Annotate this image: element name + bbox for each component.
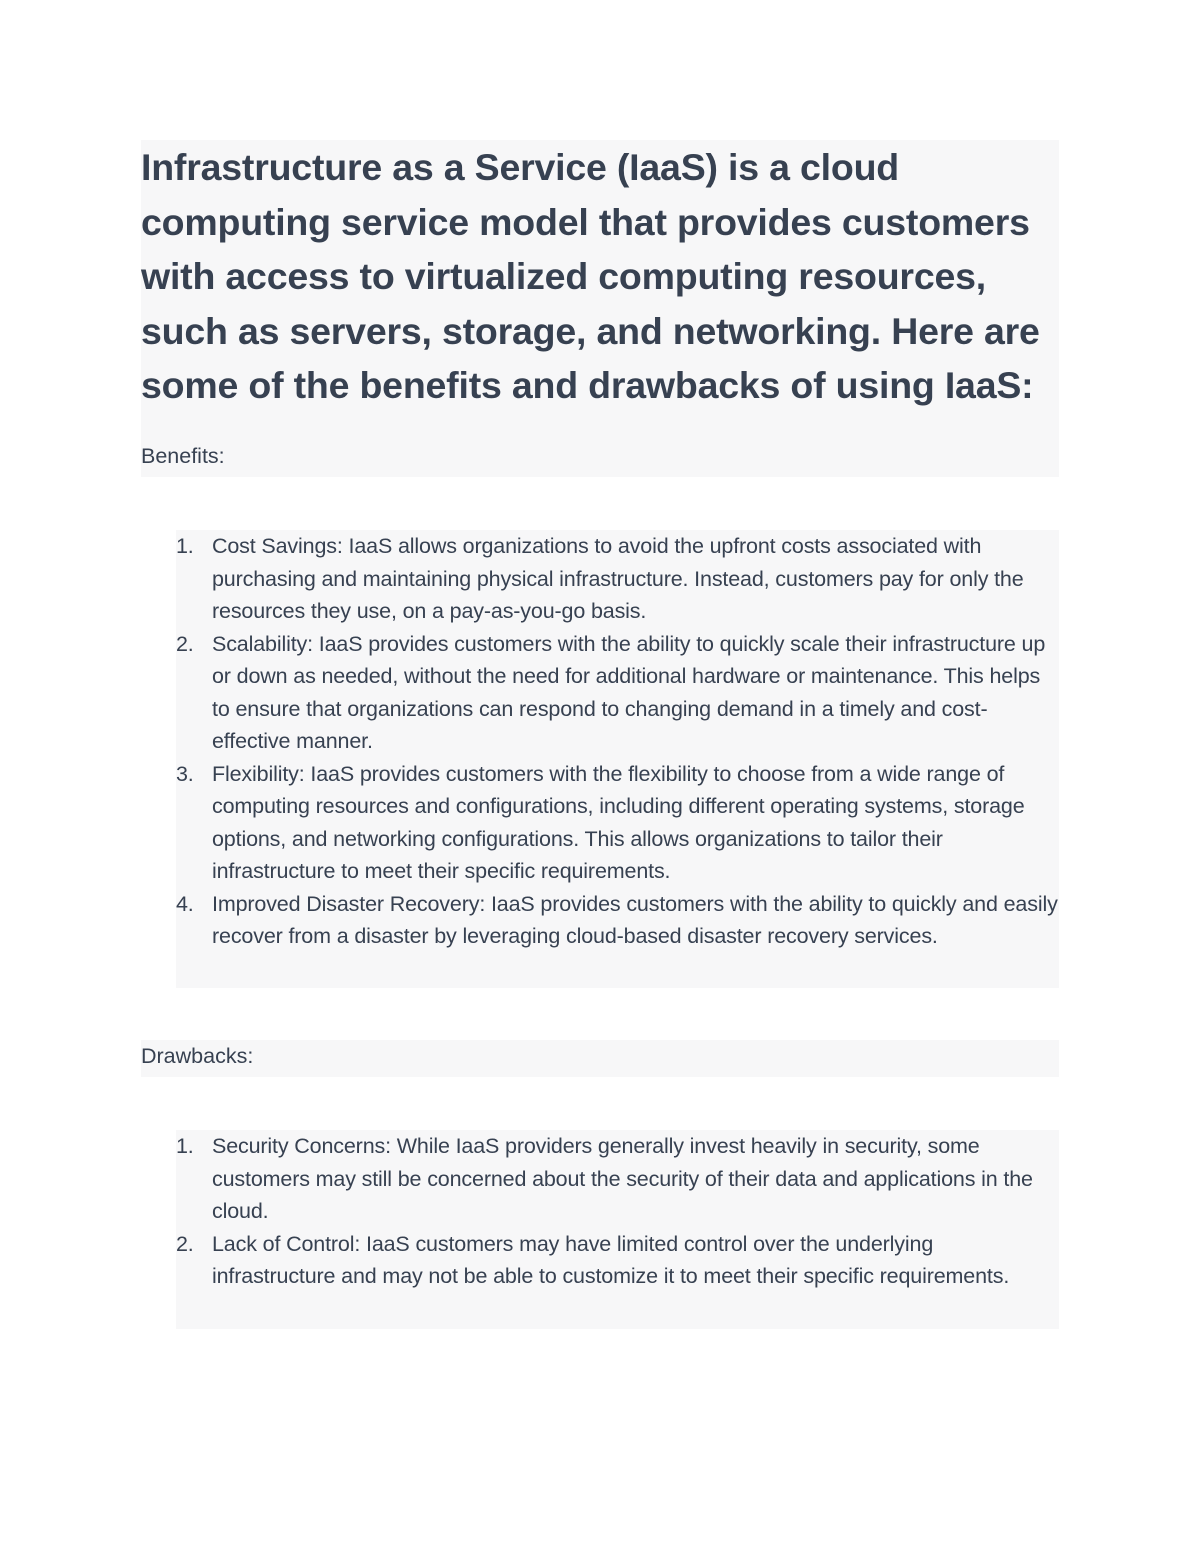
- list-item-text: Lack of Control: IaaS customers may have limited control over the underlying infrastructure and may not be able to customize it to meet their specific requirements.: [212, 1231, 1010, 1288]
- list-item: [141, 888, 1061, 953]
- benefits-label: Benefits:: [141, 444, 225, 468]
- list-item-text: Cost Savings: IaaS allows organizations to avoid the upfront costs associated with purchasing and maintaining physical infrastructure. Instead, customers pay for only the resources they use, on a pay-as-you-go basis.: [212, 534, 1024, 623]
- list-item-text: Security Concerns: While IaaS providers generally invest heavily in security, some customers may still be concerned about the security of their data and applications in the cloud.: [212, 1134, 1033, 1223]
- intro-section: [141, 140, 1059, 477]
- list-item: [141, 1228, 1061, 1293]
- list-item: [141, 758, 1061, 888]
- list-item-number: 2.: [176, 631, 194, 656]
- list-item-text: Flexibility: IaaS provides customers with the flexibility to choose from a wide range of computing resources and configurations, including different operating systems, storage options, and networking configurations. This allows organizations to tailor their infrastructure to meet their specific requirements.: [212, 761, 1025, 883]
- list-item-number: 1.: [176, 1134, 194, 1158]
- drawbacks-label-background: [141, 1040, 1059, 1077]
- list-item: [141, 530, 1061, 628]
- list-item: [141, 628, 1061, 758]
- list-item-number: 1.: [176, 534, 194, 558]
- list-item: [141, 1130, 1061, 1228]
- benefits-list: [141, 530, 1061, 953]
- list-item-number: 3.: [176, 761, 194, 786]
- drawbacks-list: [141, 1130, 1061, 1293]
- list-item-text: Improved Disaster Recovery: IaaS provides customers with the ability to quickly and easily recover from a disaster by leveraging cloud-based disaster recovery services.: [212, 891, 1058, 948]
- list-item-text: Scalability: IaaS provides customers with the ability to quickly scale their infrastructure up or down as needed, without the need for additional hardware or maintenance. This helps to ensure that organizations can respond to changing demand in a timely and cost-effective manner.: [212, 631, 1046, 753]
- drawbacks-label: Drawbacks:: [141, 1044, 254, 1068]
- list-item-number: 4.: [176, 891, 194, 916]
- list-item-number: 2.: [176, 1231, 194, 1256]
- intro-heading: Infrastructure as a Service (IaaS) is a cloud computing service model that provides customers with access to virtualized computing resources, such as servers, storage, and networking. Here are some of the benefits and drawbacks of using IaaS:: [141, 146, 1040, 406]
